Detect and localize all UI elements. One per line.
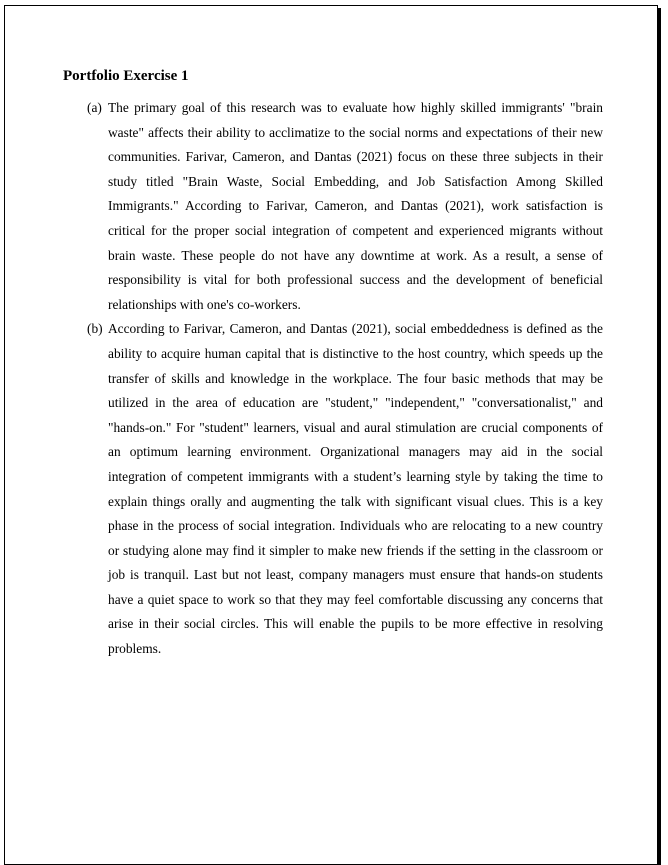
list-marker: (a) [87,100,102,115]
exercise-list [87,96,603,662]
document-title: Portfolio Exercise 1 [63,68,189,84]
document-page [4,5,658,865]
paragraph-text: The primary goal of this research was to evaluate how highly skilled immigrants' "brain waste" affects their ability to acclimatize to the social norms and expectations of their new communities. Farivar, Cameron, and Dantas (2021) focus on these three subjects in their study titled "Brain Waste, Social Embedding, and Job Satisfaction Among Skilled Immigrants." According to Farivar, Cameron, and Dantas (2021), work satisfaction is critical for the proper social integration of competent and experienced migrants without brain waste. These people do not have any downtime at work. As a result, a sense of responsibility is vital for both professional success and the development of beneficial relationships with one's co-workers. [108,100,603,312]
list-marker: (b) [87,321,103,337]
paragraph-text: According to Farivar, Cameron, and Dantas (2021), social embeddedness is defined as the ability to acquire human capital that is distinctive to the host country, which speeds up the transfer of skills and knowledge in the workplace. The four basic methods that may be utilized in the area of education are "student," "independent," "conversationalist," and "hands-on." For "student" learners, visual and aural stimulation are crucial components of an optimum learning environment. Organizational managers may aid in the social integration of competent immigrants with a student’s learning style by taking the time to explain things orally and augmenting the talk with significant visual clues. This is a key phase in the process of social integration. Individuals who are relocating to a new country or studying alone may find it simpler to make new friends if the setting in the classroom or job is tranquil. Last but not least, company managers must ensure that hands-on students have a quiet space to work so that they may feel comfortable discussing any concerns that arise in their social circles. This will enable the pupils to be more effective in resolving problems. [108,321,603,657]
list-item-a [87,96,603,317]
list-item-b [87,317,603,661]
